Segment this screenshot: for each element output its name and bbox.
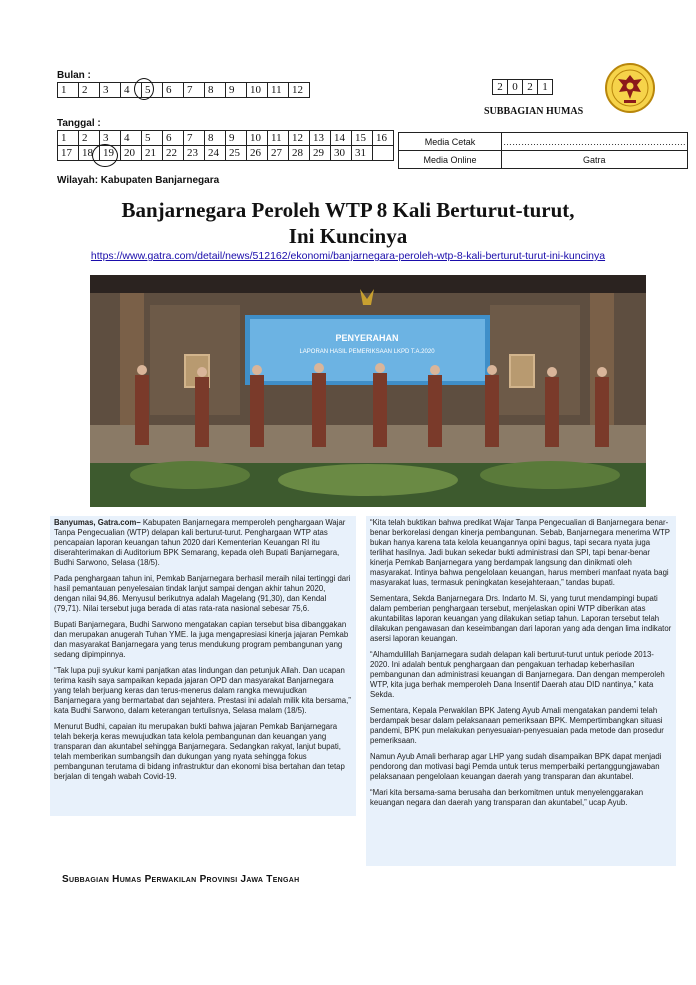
tanggal-cell: 18 — [79, 146, 100, 161]
media-online-label: Media Online — [399, 151, 502, 169]
article-left-column — [50, 516, 356, 816]
year-digit: 2 — [523, 80, 538, 95]
paragraph: “Alhamdulillah Banjarnegara sudah delapan kali berturut-turut untuk periode 2013-2020. Ini adalah bentuk penghargaan dan pengakuan terhadap keberhasilan pembangunan dan administrasi keuangan di Banjarnegara. Dan dengan memperoleh WTP, kita juga berhak memperoleh Dana Insentif Daerah atau DID nantinya,” kata Sekda. — [370, 650, 665, 699]
paragraph: Sementara, Sekda Banjarnegara Drs. Indarto M. Si, yang turut mendampingi bupati dalam pemberian penghargaan tersebut, menjelaskan opini WTP diberikan atas akuntabilitas laporan keuangan yang dilakukan setiap tahun. Laporan tersebut telah dilakukan pengawasan dan keseimbangan dari laporan yang ada dengan lima indikator asersi laporan keuangan. — [370, 594, 672, 643]
paragraph: Banyumas, Gatra.com– Kabupaten Banjarnegara memperoleh penghargaan Wajar Tanpa Pengecualian (WTP) delapan kali berturut-turut. Penghargaan WTP atas pencapaian laporan keuangan tahun 2020 dari Kementerian Keuangan RI itu diserahterimakan di Auditorium BPK Semarang, kepada oleh Bupati Banjarnegara, Budhi Sarwono, Selasa (18/5). — [54, 518, 346, 567]
banner-title: PENYERAHAN — [335, 333, 399, 343]
tanggal-cell: 22 — [163, 146, 184, 161]
wilayah-label: Wilayah: Kabupaten Banjarnegara — [57, 175, 220, 186]
paragraph: “Tak lupa puji syukur kami panjatkan atas lindungan dan petunjuk Allah. Dan ucapan terima kasih saya sampaikan kepada jajaran OPD dan masyarakat Banjarnegara yang telah berjuang keras dan terus-menerus dalam rangka mewujudkan Banjarnegara yang bermartabat dan sejahtera. Prestasi ini adalah milik kita bersama,” kata Budhi Sarwono, dalam keterangan tertulisnya, Selasa malam (18/5). — [54, 666, 351, 715]
tanggal-cell: 2 — [79, 131, 100, 146]
bulan-cell: 9 — [226, 83, 247, 98]
tanggal-cell: 31 — [352, 146, 373, 161]
bulan-cell: 8 — [205, 83, 226, 98]
bpk-logo — [604, 62, 656, 114]
tanggal-cell: 30 — [331, 146, 352, 161]
bulan-cell: 11 — [268, 83, 289, 98]
bulan-cell: 3 — [100, 83, 121, 98]
media-online-value: Gatra — [502, 151, 688, 169]
paragraph: Menurut Budhi, capaian itu merupakan bukti bahwa jajaran Pemkab Banjarnegara telah bekerja keras mewujudkan tata kelola pembangunan dan keuangan yang transparan dan akuntabel sehingga Banjarnegara. Sedangkan rakyat, lanjut bupati, telah memberikan sumbangsih dan dukungan yang nyata sehingga fokus pembangunan terutama di bidang infrastruktur dan ekonomi bisa bertahan dan tetap berjalan di tengah wabah Covid-19. — [54, 722, 345, 781]
article-title-line2: Ini Kuncinya — [288, 224, 408, 248]
selected-month-circle — [134, 78, 154, 100]
tanggal-cell: 25 — [226, 146, 247, 161]
bulan-cell: 12 — [289, 83, 310, 98]
tanggal-label: Tanggal : — [57, 118, 101, 129]
bulan-cell: 10 — [247, 83, 268, 98]
tanggal-cell: 9 — [226, 131, 247, 146]
year-digit: 2 — [493, 80, 508, 95]
tanggal-cell: 14 — [331, 131, 352, 146]
tanggal-cell: 10 — [247, 131, 268, 146]
tanggal-cell: 11 — [268, 131, 289, 146]
selected-day-circle — [92, 144, 118, 167]
tanggal-cell: 5 — [142, 131, 163, 146]
banner-subtitle: LAPORAN HASIL PEMERIKSAAN LKPD T.A.2020 — [299, 349, 435, 355]
garuda-emblem-icon — [604, 62, 656, 114]
tanggal-cell: 27 — [268, 146, 289, 161]
bulan-cell: 2 — [79, 83, 100, 98]
paragraph: Sementara, Kepala Perwakilan BPK Jateng Ayub Amali mengatakan pandemi telah berdampak besar dalam pelaksanaan pemeriksaan BPK. Mempertimbangkan situasi pandemi, BPK pun melakukan penyesuaian-penyesuaian pada metode dan prosedur pemeriksaan. — [370, 706, 664, 745]
paragraph: Bupati Banjarnegara, Budhi Sarwono mengatakan capian tersebut bisa dibanggakan dan merupakan anugerah Tuhan YME. Ia juga mengapresiasi kinerja jajaran Pemkab dan masyarakat Banjarnegara yang terus mendukung program pembangunan yang sedang dipimpinnya. — [54, 620, 349, 659]
tanggal-cell: 8 — [205, 131, 226, 146]
tanggal-cell: 3 — [100, 131, 121, 146]
tanggal-cell — [373, 146, 394, 161]
tanggal-cell: 20 — [121, 146, 142, 161]
tanggal-cell: 15 — [352, 131, 373, 146]
tanggal-cell: 12 — [289, 131, 310, 146]
footer-label: Subbagian Humas Perwakilan Provinsi Jawa Tengah — [62, 874, 300, 885]
bulan-cell: 7 — [184, 83, 205, 98]
tanggal-cell: 23 — [184, 146, 205, 161]
tanggal-cell: 7 — [184, 131, 205, 146]
year-digit: 0 — [508, 80, 523, 95]
tanggal-cell: 17 — [58, 146, 79, 161]
tanggal-cell: 13 — [310, 131, 331, 146]
tanggal-cell: 6 — [163, 131, 184, 146]
paragraph: Pada penghargaan tahun ini, Pemkab Banjarnegara berhasil meraih nilai tertinggi dari hasil pemantauan penyelesaian tindak lanjut sampai dengan akhir tahun 2020, dengan nilai 94,86. Menyusul berikutnya adalah Magelang (91,30), dan Kendal (79,71). Nilai tersebut juga berada di atas rata-rata nasional sebesar 75,6. — [54, 574, 351, 613]
bulan-cell: 4 — [121, 83, 142, 98]
bulan-grid — [57, 82, 310, 98]
subbagian-label: SUBBAGIAN HUMAS — [484, 106, 584, 117]
tanggal-cell: 21 — [142, 146, 163, 161]
year-grid — [492, 79, 553, 95]
ceremony-photo-icon — [90, 275, 646, 507]
article-title-line1: Banjarnegara Peroleh WTP 8 Kali Berturut-turut, — [121, 198, 575, 222]
bulan-cell: 1 — [58, 83, 79, 98]
bulan-label: Bulan : — [57, 70, 91, 81]
dateline: Banyumas, Gatra.com– — [54, 518, 141, 527]
year-digit: 1 — [538, 80, 553, 95]
tanggal-cell: 4 — [121, 131, 142, 146]
article-url-link[interactable]: https://www.gatra.com/detail/news/512162/ekonomi/banjarnegara-peroleh-wtp-8-kali-berturut-turut-ini-kuncinya — [90, 250, 606, 262]
bulan-cell: 5 — [142, 83, 163, 98]
article-photo — [90, 275, 646, 507]
tanggal-cell: 29 — [310, 146, 331, 161]
media-cetak-label: Media Cetak — [399, 133, 502, 151]
tanggal-cell: 26 — [247, 146, 268, 161]
paragraph: Namun Ayub Amali berharap agar LHP yang sudah disampaikan BPK dapat menjadi pendorong dan motivasi bagi Pemda untuk terus memperbaiki pertanggungjawaban pelaksanaan pengelolaan keuangan daerah yang transparan dan akuntabel. — [370, 752, 662, 781]
media-table — [398, 132, 688, 169]
tanggal-cell: 24 — [205, 146, 226, 161]
tanggal-cell: 19 — [100, 146, 121, 161]
tanggal-cell: 1 — [58, 131, 79, 146]
media-cetak-value: ……………………………………………………. — [502, 133, 688, 151]
bulan-cell: 6 — [163, 83, 184, 98]
article-right-column — [366, 516, 676, 866]
paragraph: “Mari kita bersama-sama berusaha dan berkomitmen untuk menyelenggarakan keuangan negara dan daerah yang transparan dan akuntabel,” ucap Ayub. — [370, 788, 644, 807]
tanggal-cell: 28 — [289, 146, 310, 161]
paragraph: “Kita telah buktikan bahwa predikat Wajar Tanpa Pengecualian di Banjarnegara benar-benar berkorelasi dengan kinerja pembangunan. Sebab, Banjarnegara menerima WTP bukan hanya karena tata kelola keuangannya opini bagus, tapi secara nyata juga terlihat hasilnya. Jadi bukan sekedar bukti administrasi dan SPI, tapi benar-benar kinerja Pemkab Banjarnegara yang berdampak langsung dan dinikmati oleh masyarakat. Intinya bahwa pengelolaan keuangan, harus memberi manfaat nyata bagi masyarakat luas, termasuk peningkatan kesejahteraan,” tandas bupati. — [370, 518, 670, 587]
tanggal-cell: 16 — [373, 131, 394, 146]
